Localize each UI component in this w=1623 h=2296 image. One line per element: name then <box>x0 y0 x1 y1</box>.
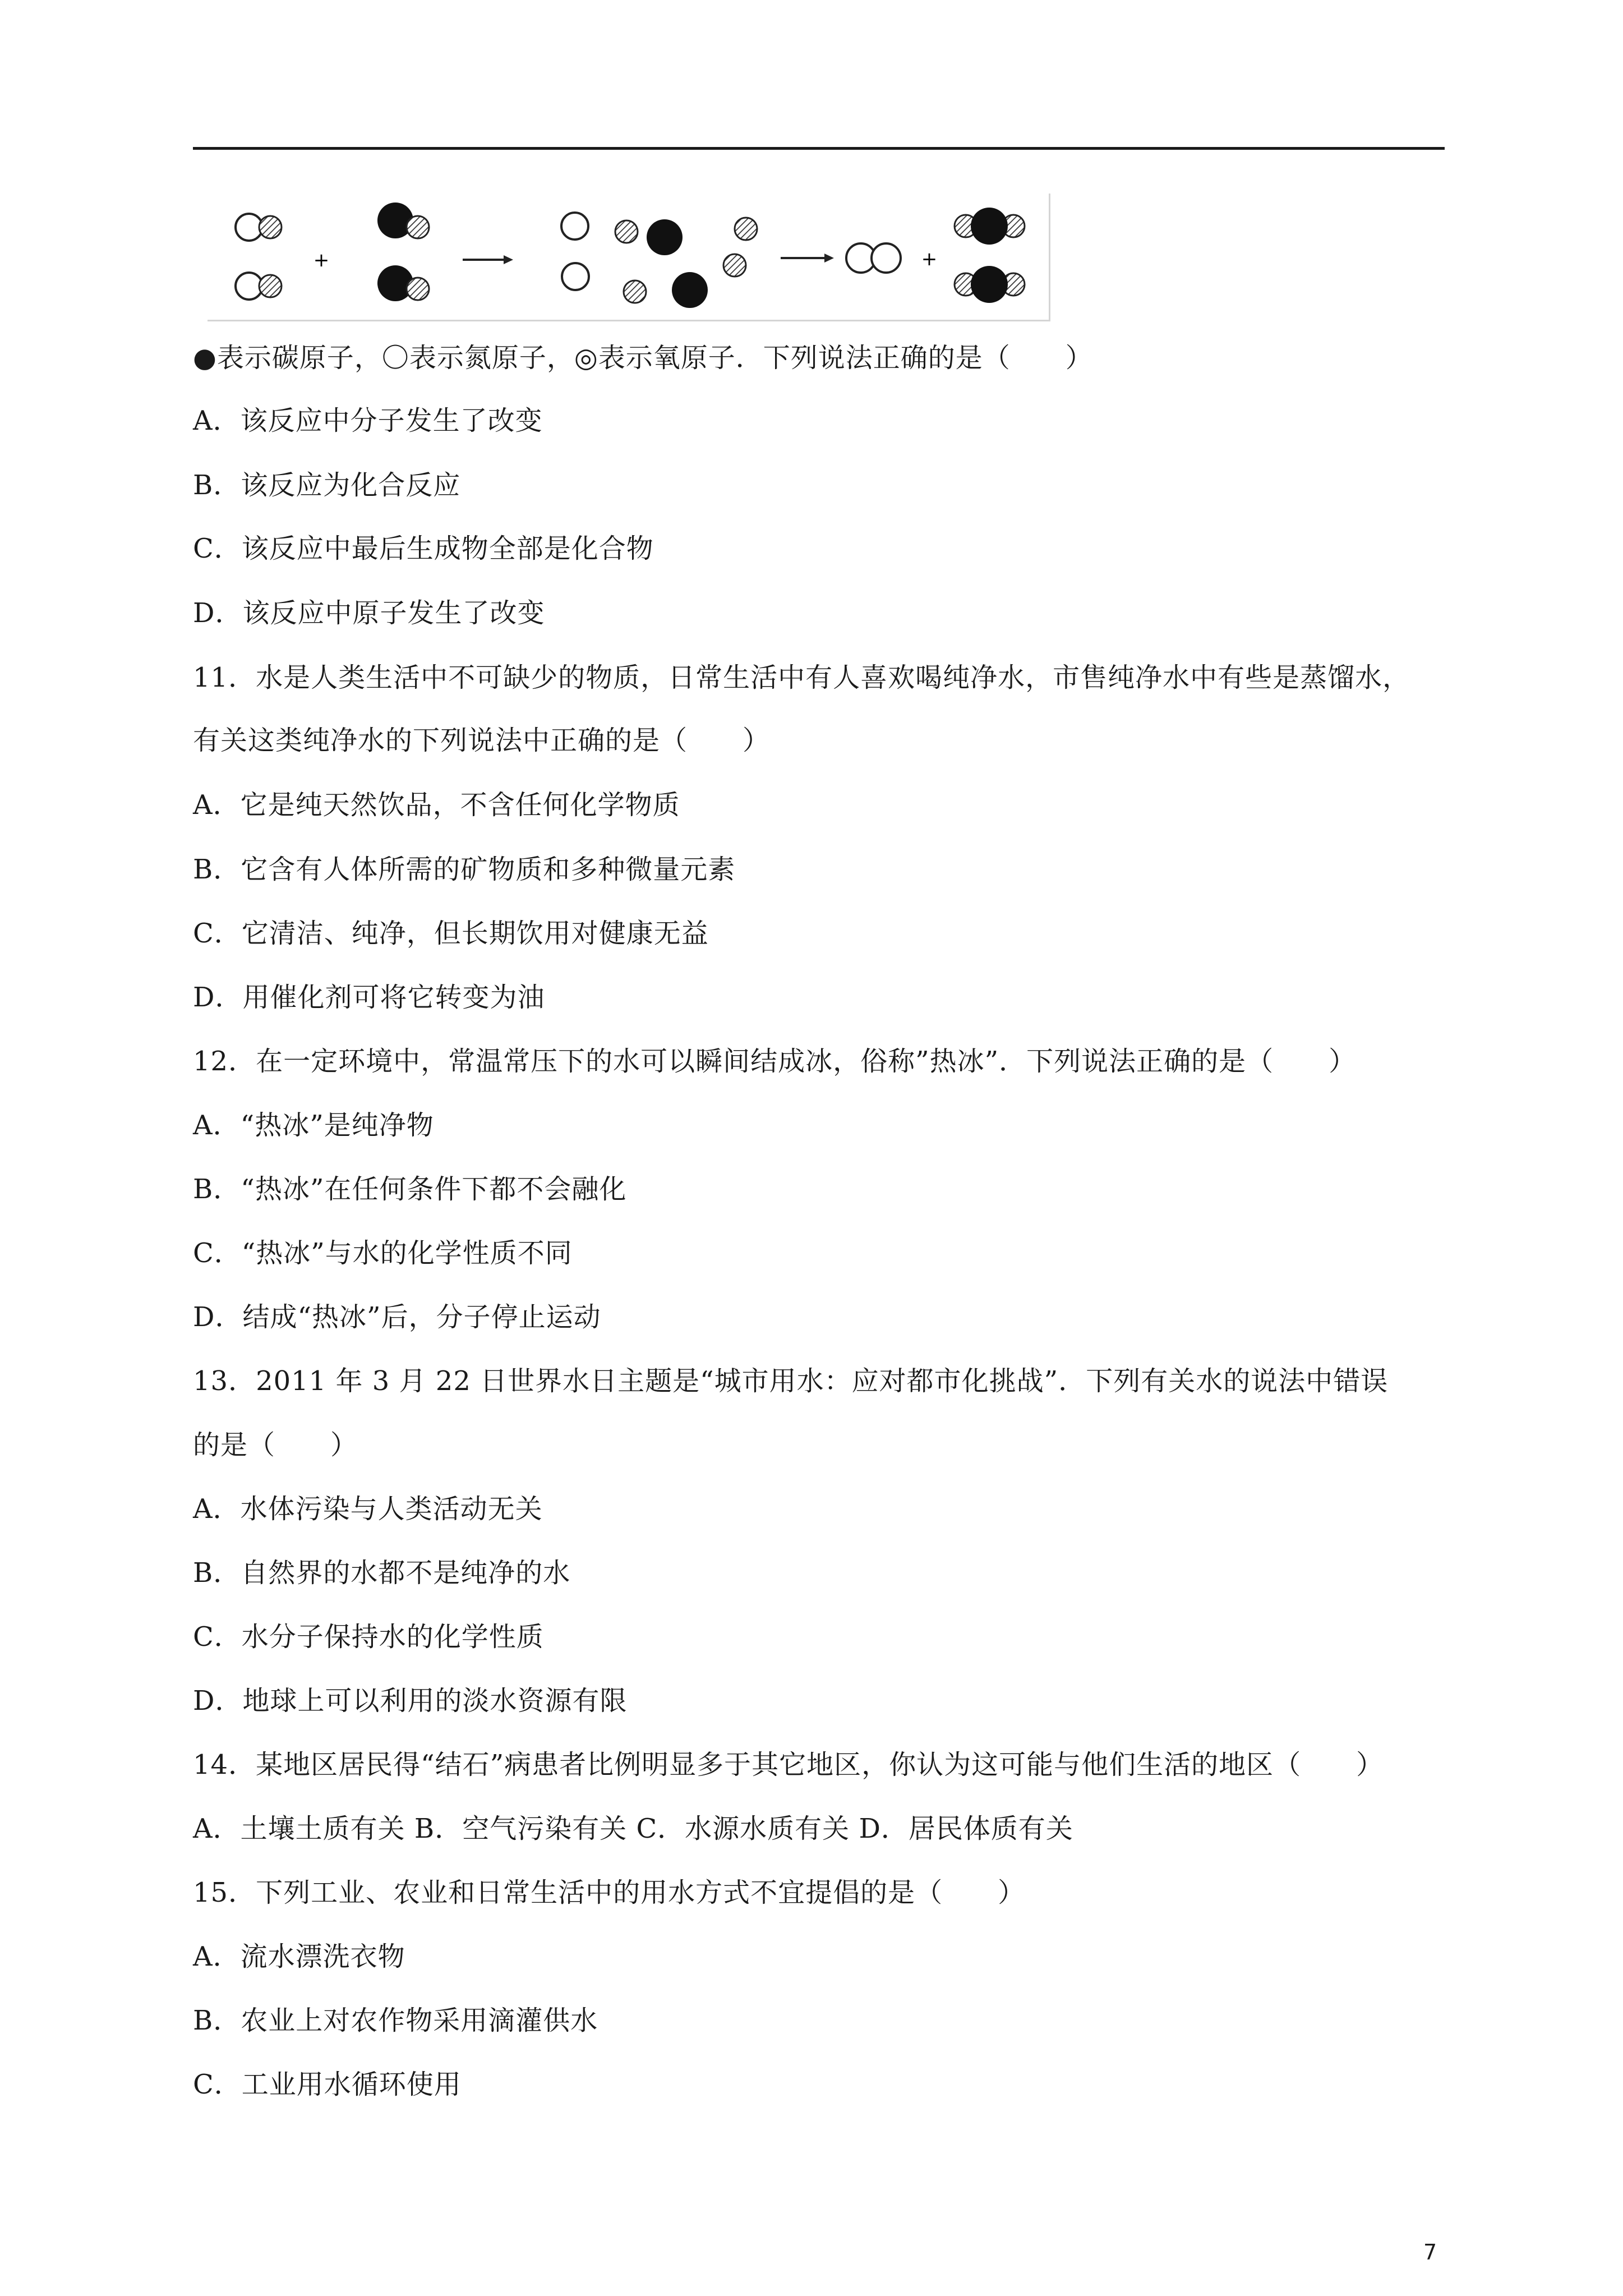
co2-molecule <box>955 266 1025 303</box>
q11-option-c: C．它清洁、纯净，但长期饮用对健康无益 <box>193 918 709 949</box>
legend-text: ●表示碳原子，〇表示氮原子，◎表示氧原子．下列说法正确的是（ ） <box>193 342 1093 374</box>
q10-option-c: C．该反应中最后生成物全部是化合物 <box>193 533 654 564</box>
reaction-arrow <box>781 254 834 263</box>
no-molecule <box>236 273 282 300</box>
q14-options: A．土壤土质有关 B．空气污染有关 C．水源水质有关 D．居民体质有关 <box>193 1813 1073 1844</box>
q15-option-c: C．工业用水循环使用 <box>193 2069 462 2100</box>
q10-option-d: D．该反应中原子发生了改变 <box>193 597 545 629</box>
q14-stem: 14．某地区居民得“结石”病患者比例明显多于其它地区，你认为这可能与他们生活的地区（ ） <box>193 1749 1384 1780</box>
q11-option-a: A．它是纯天然饮品，不含任何化学物质 <box>193 789 680 821</box>
q13-stem-line-1: 13．2011 年 3 月 22 日世界水日主题是“城市用水：应对都市化挑战”．下列有关水的说法中错误 <box>193 1365 1389 1397</box>
plus-sign: + <box>313 249 330 272</box>
q13-option-d: D．地球上可以利用的淡水资源有限 <box>193 1685 628 1717</box>
q11-option-b: B．它含有人体所需的矿物质和多种微量元素 <box>193 854 736 885</box>
co2-molecule <box>955 208 1025 245</box>
q12-stem: 12．在一定环境中，常温常压下的水可以瞬间结成冰，俗称”热冰”．下列说法正确的是（ ） <box>193 1046 1357 1077</box>
reaction-diagram <box>208 194 1050 321</box>
no-molecule <box>236 214 282 241</box>
q10-option-a: A．该反应中分子发生了改变 <box>193 405 543 436</box>
q12-option-a: A．“热冰”是纯净物 <box>193 1110 434 1141</box>
q13-option-a: A．水体污染与人类活动无关 <box>193 1493 543 1525</box>
q11-stem-line-1: 11．水是人类生活中不可缺少的物质，日常生活中有人喜欢喝纯净水，市售纯净水中有些是蒸馏水， <box>193 662 1410 693</box>
separated-atoms <box>561 213 757 308</box>
page-number: 7 <box>1423 2240 1437 2265</box>
q10-option-b: B．该反应为化合反应 <box>193 470 461 501</box>
n2-molecule <box>846 243 901 273</box>
co-molecule <box>377 265 429 301</box>
plus-sign: + <box>921 248 938 270</box>
q12-option-c: C．“热冰”与水的化学性质不同 <box>193 1237 573 1269</box>
header-rule <box>193 147 1445 150</box>
q12-option-b: B．“热冰”在任何条件下都不会融化 <box>193 1174 627 1205</box>
q13-stem-line-2: 的是（ ） <box>193 1429 358 1461</box>
q11-option-d: D．用催化剂可将它转变为油 <box>193 982 545 1013</box>
reaction-arrow <box>463 255 513 264</box>
co-molecule <box>377 203 429 238</box>
q13-option-b: B．自然界的水都不是纯净的水 <box>193 1557 571 1589</box>
q12-option-d: D．结成“热冰”后，分子停止运动 <box>193 1301 601 1333</box>
q13-option-c: C．水分子保持水的化学性质 <box>193 1621 544 1653</box>
q15-stem: 15．下列工业、农业和日常生活中的用水方式不宜提倡的是（ ） <box>193 1877 1026 1908</box>
q15-option-a: A．流水漂洗衣物 <box>193 1941 405 1972</box>
q11-stem-line-2: 有关这类纯净水的下列说法中正确的是（ ） <box>193 725 771 756</box>
q15-option-b: B．农业上对农作物采用滴灌供水 <box>193 2005 598 2036</box>
